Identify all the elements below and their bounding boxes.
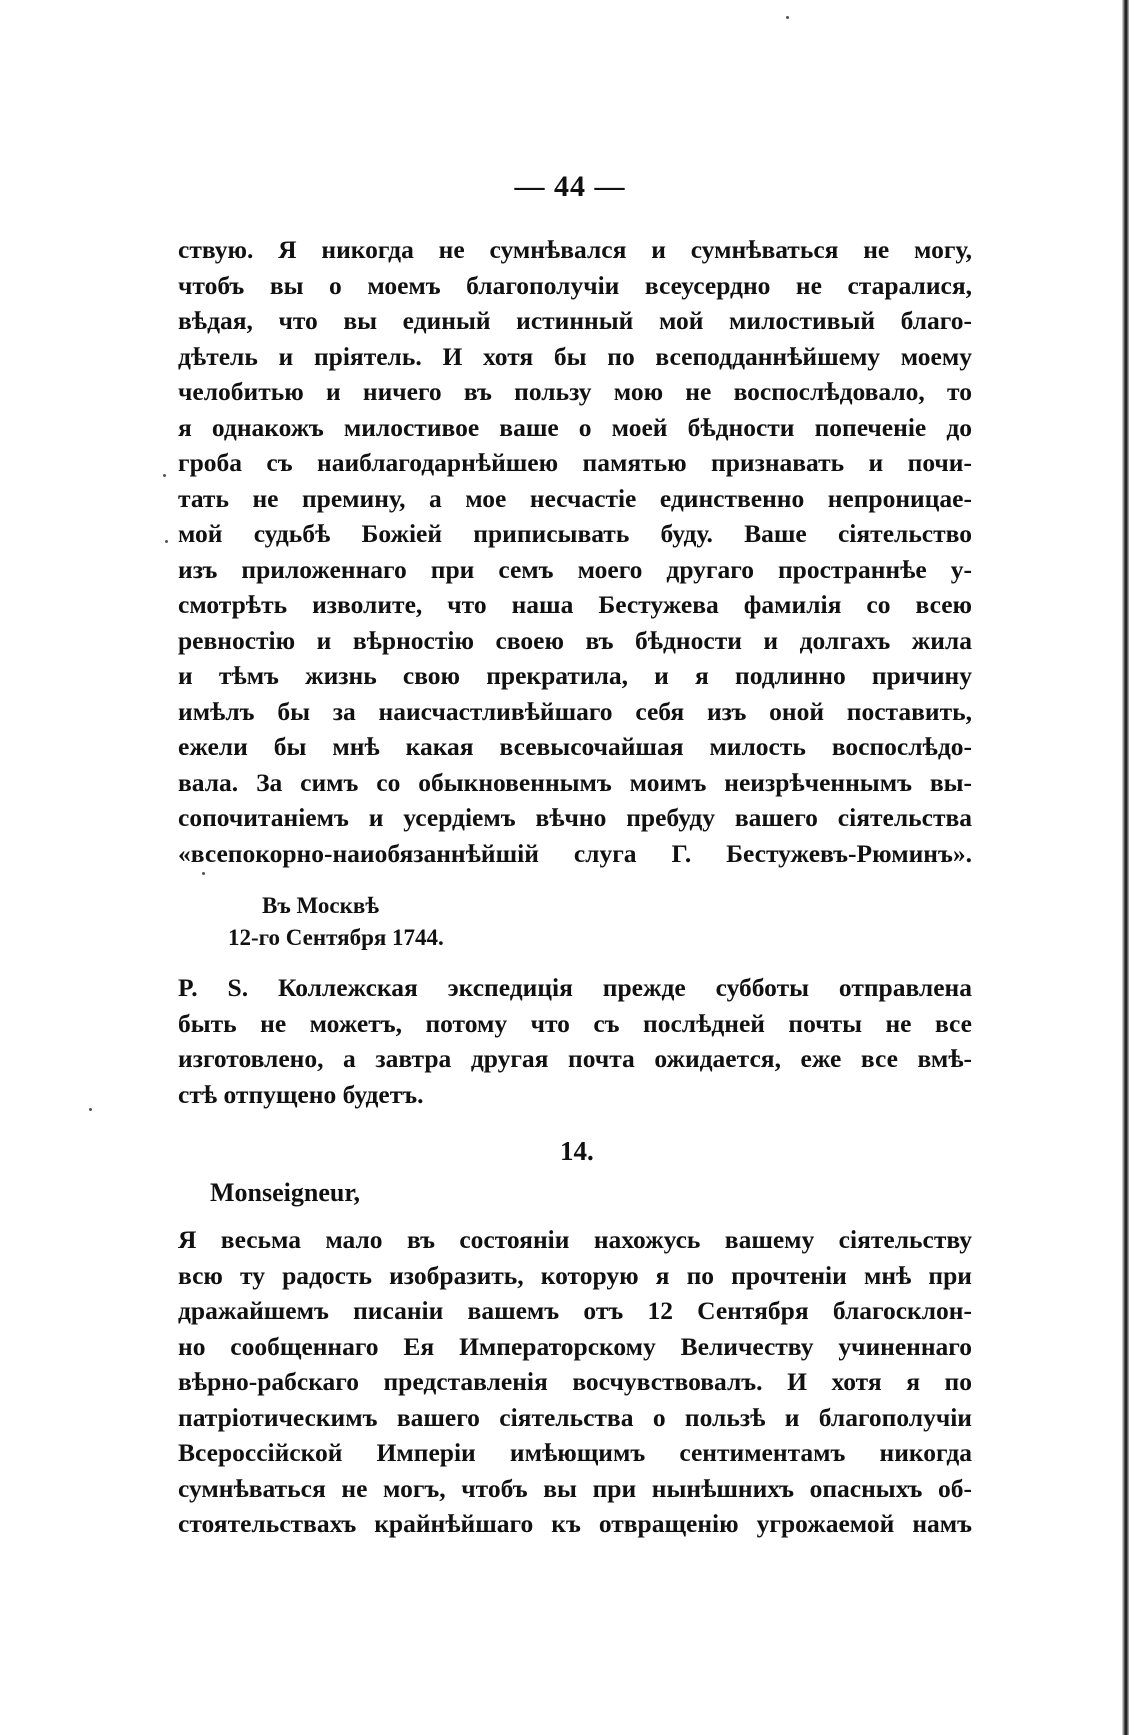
letter-13-line: имѣлъ бы за наисчастливѣйшаго себя изъ оной поставить, [178, 696, 972, 726]
signature-date: 12-го Сентября 1744. [228, 925, 444, 950]
letter-14-line: стоятельствахъ крайнѣйшаго къ отвращенію угрожаемой намъ [178, 1509, 972, 1538]
letter-13-line: смотрѣть изволите, что наша Бестужева фамилія со всею [178, 590, 972, 619]
letter-13-line: ежели бы мнѣ какая всевысочайшая милость воспослѣдо- [178, 732, 972, 761]
letter-14-body [178, 1222, 972, 1542]
letter-14-line: Всероссійской Имперіи имѣющимъ сентиментамъ никогда [178, 1438, 972, 1467]
letter-13-line: гроба съ наиблагодарнѣйшею памятью признавать и почи- [178, 448, 972, 477]
letter-13-line: сопочитаніемъ и усердіемъ вѣчно пребуду вашего сіятельства [178, 803, 972, 832]
print-speck [786, 16, 789, 19]
print-speck [89, 1108, 92, 1111]
letter-14-line: Я весьма мало въ состояніи нахожусь вашему сіятельству [178, 1225, 972, 1254]
letter-13-line: чтобъ вы о моемъ благополучіи всеусердно не старалися, [178, 270, 972, 300]
letter-14-line: вѣрно-рабскаго представленія восчувствовалъ. И хотя я по [178, 1367, 972, 1396]
letter-13-line: изъ приложеннаго при семъ моего другаго пространнѣе у- [178, 554, 972, 584]
letter-13-line: я однакожъ милостивое ваше о моей бѣдности попеченіе до [178, 412, 972, 442]
signature-place: Въ Москвѣ [262, 893, 380, 918]
postscript-line: изготовлено, а завтра другая почта ожидается, еже все вмѣ- [178, 1044, 972, 1073]
letter-13-line: дѣтель и пріятель. И хотя бы по всеподданнѣйшему моему [178, 341, 972, 371]
letter-13-line: ствую. Я никогда не сумнѣвался и сумнѣваться не могу, [178, 235, 972, 264]
letter-13-line: тать не премину, а мое несчастіе единственно непроницае- [178, 483, 972, 513]
letter-13-line: вала. За симъ со обыкновеннымъ моимъ неизрѣченнымъ вы- [178, 767, 972, 797]
page-edge-shadow [1122, 0, 1129, 1735]
letter-14-line: сумнѣваться не могъ, чтобъ вы при нынѣшнихъ опасныхъ об- [178, 1473, 972, 1503]
letter-14-number: 14. [560, 1136, 594, 1166]
letter-14-line: но сообщеннаго Ея Императорскому Величеству учиненнаго [178, 1331, 972, 1361]
letter-14-line: дражайшемъ писаніи вашемъ отъ 12 Сентября благосклон- [178, 1296, 972, 1325]
letter-14-salutation: Monseigneur, [210, 1178, 360, 1207]
letter-13-closing-line: «всепокорно-наиобязаннѣйшій слуга Г. Бестужевъ-Рюминъ». [178, 838, 972, 868]
postscript-line: быть не можетъ, потому что съ послѣдней почты не все [178, 1008, 972, 1038]
letter-13-body [178, 232, 972, 871]
print-speck [165, 540, 168, 543]
letter-14-line: всю ту радость изобразить, которую я по прочтеніи мнѣ при [178, 1260, 972, 1290]
print-speck [202, 872, 205, 875]
postscript-line: стѣ отпущено будетъ. [178, 1079, 424, 1109]
letter-13-line: мой судьбѣ Божіей приписывать буду. Ваше сіятельство [178, 519, 972, 548]
postscript [178, 970, 972, 1112]
letter-13-line: челобитью и ничего въ пользу мою не воспослѣдовало, то [178, 377, 972, 406]
print-speck [163, 474, 166, 477]
postscript-line: P. S. Коллежская экспедиція прежде субботы отправлена [178, 973, 972, 1002]
letter-13-line: вѣдая, что вы единый истинный мой милостивый благо- [178, 306, 972, 335]
letter-14-line: патріотическимъ вашего сіятельства о пользѣ и благополучіи [178, 1402, 972, 1432]
page-number: — 44 — [514, 170, 626, 203]
letter-13-line: ревностію и вѣрностію своею въ бѣдности и долгахъ жила [178, 625, 972, 655]
letter-13-line: и тѣмъ жизнь свою прекратила, и я подлинно причину [178, 661, 972, 690]
